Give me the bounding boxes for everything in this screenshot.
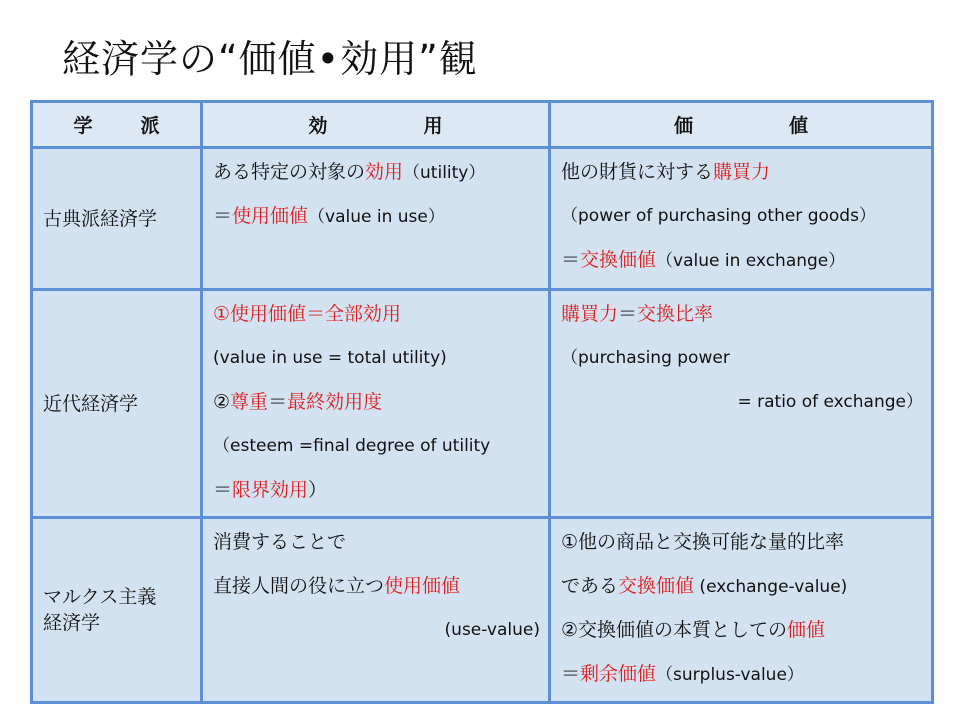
table-row [32,148,933,290]
value-cell: 購買力＝交換比率 （purchasing power = ratio of exchange） [550,290,933,518]
comparison-table [30,100,934,704]
school-classical: 古典派経済学 [32,148,202,290]
slide-title: 経済学の“価値•効用”観 [62,37,478,81]
school-modern: 近代経済学 [32,290,202,518]
table-row [32,290,933,518]
utility-cell: ①使用価値＝全部効用 (value in use = total utility) ②尊重＝最終効用度 （esteem =final degree of utility ＝限界効用） [202,290,550,518]
header-value: 価 値 [550,102,933,148]
header-utility: 効 用 [202,102,550,148]
utility-cell: ある特定の対象の効用（utility） ＝使用価値（value in use） [202,148,550,290]
school-marxian: マルクス主義 経済学 [32,518,202,703]
value-cell: ①他の商品と交換可能な量的比率 である交換価値 (exchange-value) ②交換価値の本質としての価値 ＝剰余価値（surplus-value） [550,518,933,703]
header-row [32,102,933,148]
table-row [32,518,933,703]
utility-cell: 消費することで 直接人間の役に立つ使用価値 (use-value) [202,518,550,703]
header-school: 学 派 [32,102,202,148]
value-cell: 他の財貨に対する購買力 （power of purchasing other goods） ＝交換価値（value in exchange） [550,148,933,290]
